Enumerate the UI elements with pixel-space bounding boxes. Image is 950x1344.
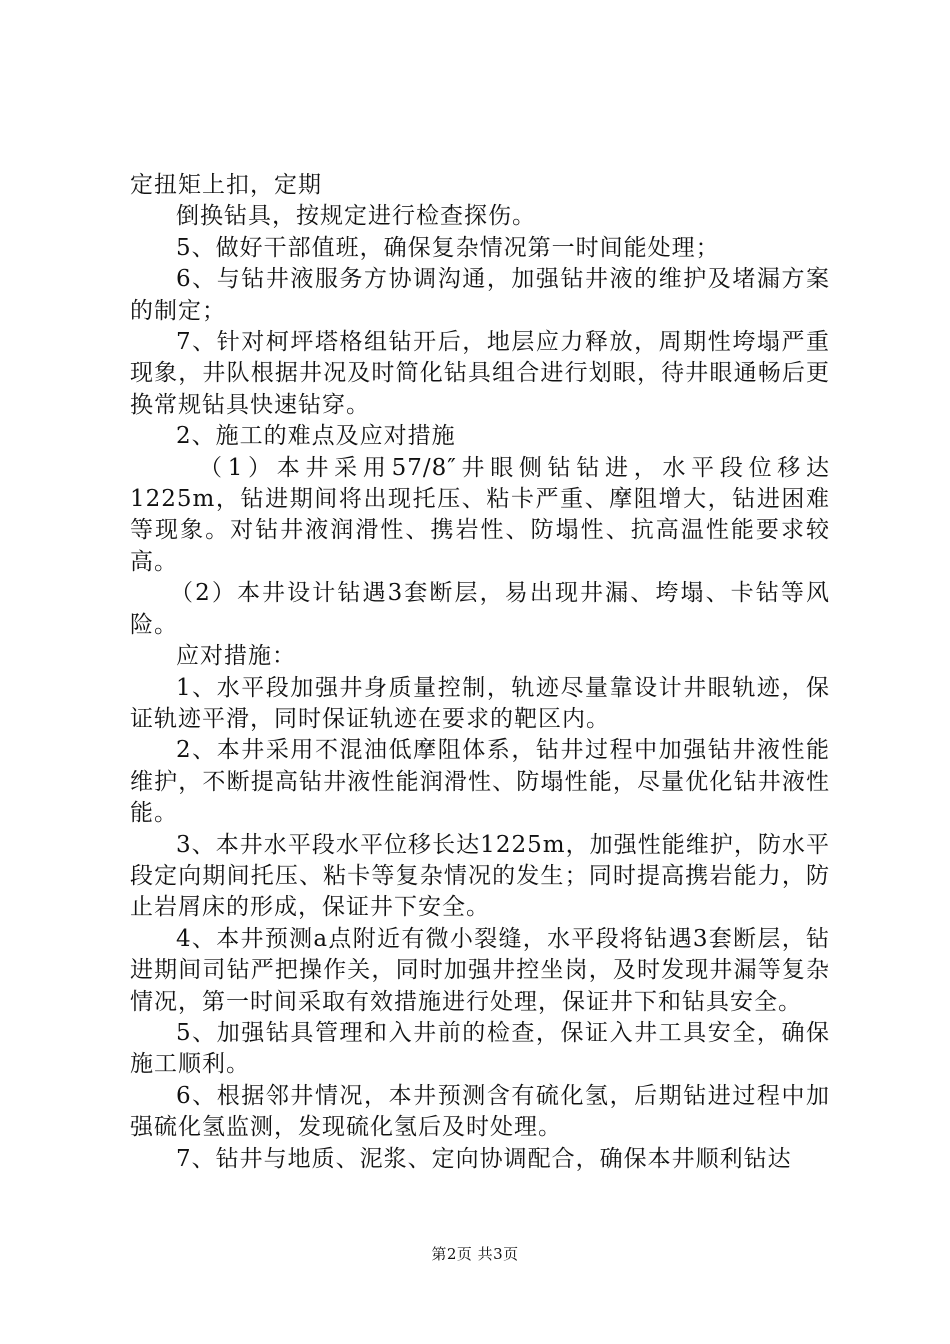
paragraph: 2、本井采用不混油低摩阻体系，钻井过程中加强钻井液性能维护，不断提高钻井液性能润滑性、防塌性能，尽量优化钻井液性能。 xyxy=(130,737,830,827)
paragraph: 7、针对柯坪塔格组钻开后，地层应力释放，周期性垮塌严重现象，井队根据井况及时简化钻具组合进行划眼，待井眼通畅后更换常规钻具快速钻穿。 xyxy=(130,329,830,418)
paragraph: （1）本井采用57/8″井眼侧钻钻进，水平段位移达1225m，钻进期间将出现托压、粘卡严重、摩阻增大，钻进困难等现象。对钻井液润滑性、携岩性、防塌性、抗高温性能要求较高。 xyxy=(130,454,830,575)
paragraph: 5、加强钻具管理和入井前的检查，保证入井工具安全，确保施工顺利。 xyxy=(130,1019,830,1078)
paragraph: （2）本井设计钻遇3套断层，易出现井漏、垮塌、卡钻等风险。 xyxy=(130,580,830,638)
paragraph: 7、钻井与地质、泥浆、定向协调配合，确保本井顺利钻达 xyxy=(176,1145,792,1172)
paragraph: 倒换钻具，按规定进行检查探伤。 xyxy=(176,203,536,230)
page-footer: 第2页 共3页 xyxy=(431,1245,519,1263)
paragraph: 1、水平段加强井身质量控制，轨迹尽量靠设计井眼轨迹，保证轨迹平滑，同时保证轨迹在要求的靶区内。 xyxy=(130,674,830,732)
paragraph: 3、本井水平段水平位移长达1225m，加强性能维护，防水平段定向期间托压、粘卡等复杂情况的发生；同时提高携岩能力，防止岩屑床的形成，保证井下安全。 xyxy=(130,831,830,921)
paragraph: 应对措施： xyxy=(176,643,296,670)
paragraph: 6、与钻井液服务方协调沟通，加强钻井液的维护及堵漏方案的制定； xyxy=(130,266,830,324)
paragraph: 定扭矩上扣，定期 xyxy=(130,172,322,198)
body-text xyxy=(130,170,830,1175)
paragraph: 4、本井预测a点附近有微小裂缝，水平段将钻遇3套断层，钻进期间司钻严把操作关，同时加强井控坐岗，及时发现井漏等复杂情况，第一时间采取有效措施进行处理，保证井下和钻具安全。 xyxy=(130,925,830,1015)
paragraph: 5、做好干部值班，确保复杂情况第一时间能处理； xyxy=(176,234,720,261)
paragraph: 6、根据邻井情况，本井预测含有硫化氢，后期钻进过程中加强硫化氢监测，发现硫化氢后及时处理。 xyxy=(130,1082,830,1141)
paragraph: 2、施工的难点及应对措施 xyxy=(176,423,456,450)
